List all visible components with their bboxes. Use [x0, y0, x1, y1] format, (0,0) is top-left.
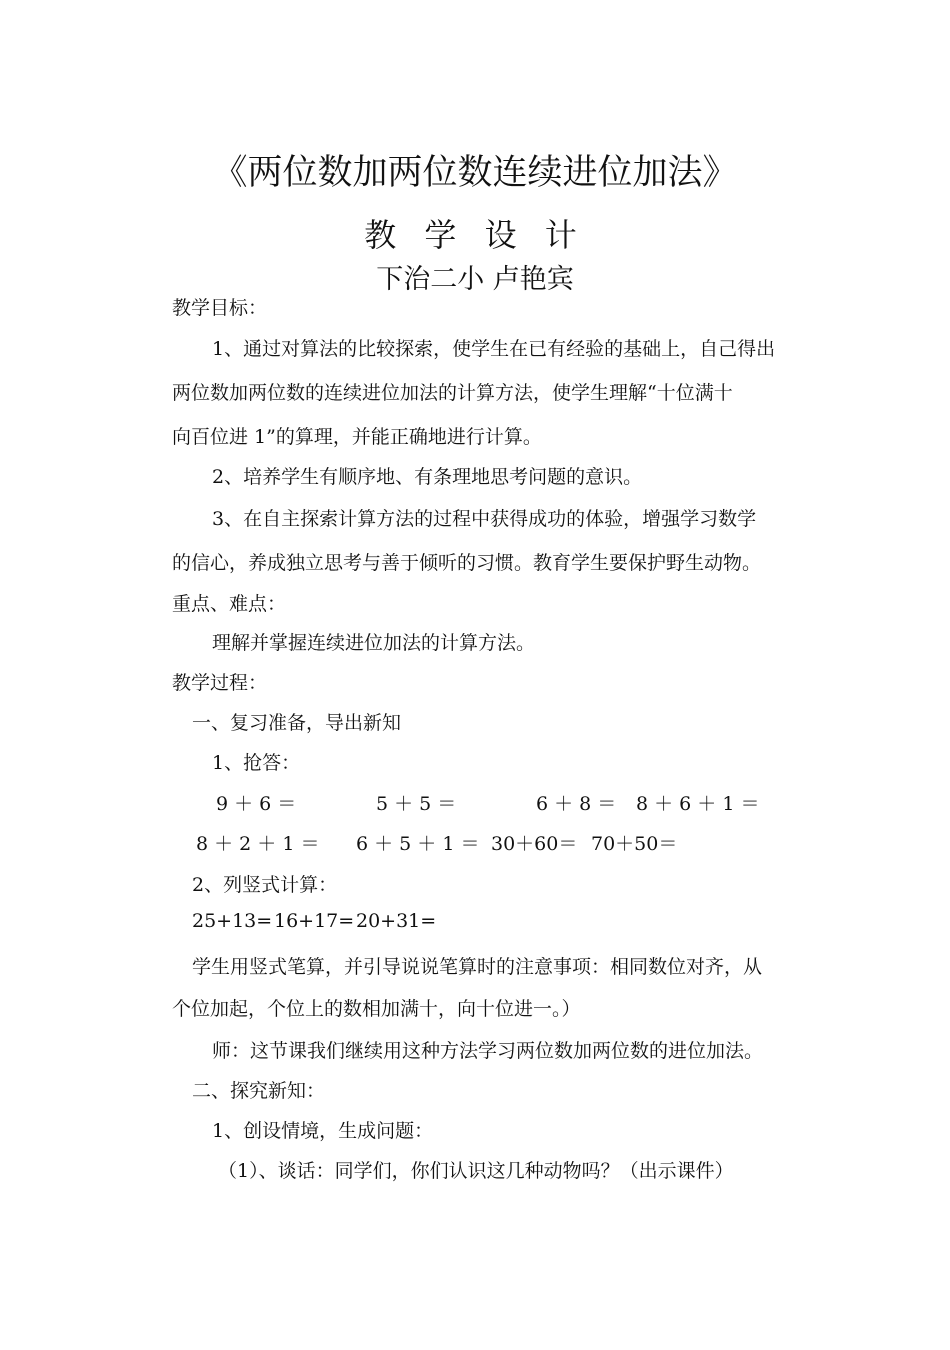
process-heading: 教学过程： [172, 672, 268, 694]
goal-1-line-2: 两位数加两位数的连续进位加法的计算方法，使学生理解“十位满十 [172, 382, 733, 404]
quiz-item: 5 ＋ 5 ＝ [376, 793, 457, 815]
author-line: 下治二小 卢艳宾 [376, 264, 574, 295]
goal-1-line-3: 向百位进 1”的算理，并能正确地进行计算。 [172, 426, 542, 448]
quiz-item: 30＋60＝ [491, 833, 578, 855]
quiz-item: 70＋50＝ [591, 833, 678, 855]
goals-heading: 教学目标： [172, 297, 268, 319]
calc-item: 25+13= [192, 910, 273, 932]
sub-item-1: 1、创设情境，生成问题： [212, 1120, 434, 1142]
note-line-1: 学生用竖式笔算，并引导说说笔算时的注意事项：相同数位对齐，从 [192, 956, 763, 978]
calc-item: 20+31= [356, 910, 437, 932]
quiz-item: 6 ＋ 5 ＋ 1 ＝ [356, 833, 480, 855]
item-2-vertical-calc: 2、列竖式计算： [192, 874, 338, 896]
goal-3-line-1: 3、在自主探索计算方法的过程中获得成功的体验，增强学习数学 [212, 508, 757, 530]
quiz-item: 8 ＋ 6 ＋ 1 ＝ [636, 793, 760, 815]
goal-2: 2、培养学生有顺序地、有条理地思考问题的意识。 [212, 466, 643, 488]
section-1-heading: 一、复习准备，导出新知 [192, 712, 402, 734]
keypoints-heading: 重点、难点： [172, 593, 287, 615]
calc-item: 16+17= [274, 910, 355, 932]
sub-item-1-1: （1）、谈话：同学们，你们认识这几种动物吗？（出示课件） [218, 1160, 734, 1182]
section-2-heading: 二、探究新知： [192, 1080, 326, 1102]
quiz-item: 8 ＋ 2 ＋ 1 ＝ [196, 833, 320, 855]
teacher-line: 师：这节课我们继续用这种方法学习两位数加两位数的进位加法。 [212, 1040, 764, 1062]
goal-3-line-2: 的信心，养成独立思考与善于倾听的习惯。教育学生要保护野生动物。 [172, 552, 762, 574]
keypoints-text: 理解并掌握连续进位加法的计算方法。 [212, 632, 536, 654]
goal-1-line-1: 1、通过对算法的比较探索，使学生在已有经验的基础上，自己得出 [212, 338, 776, 360]
quiz-item: 9 ＋ 6 ＝ [216, 793, 297, 815]
document-title: 《两位数加两位数连续进位加法》 [212, 153, 738, 193]
document-subtitle: 教 学 设 计 [364, 216, 586, 254]
quiz-item: 6 ＋ 8 ＝ [536, 793, 617, 815]
item-1-quick-answer: 1、抢答： [212, 752, 301, 774]
note-line-2: 个位加起，个位上的数相加满十，向十位进一。） [172, 998, 581, 1020]
